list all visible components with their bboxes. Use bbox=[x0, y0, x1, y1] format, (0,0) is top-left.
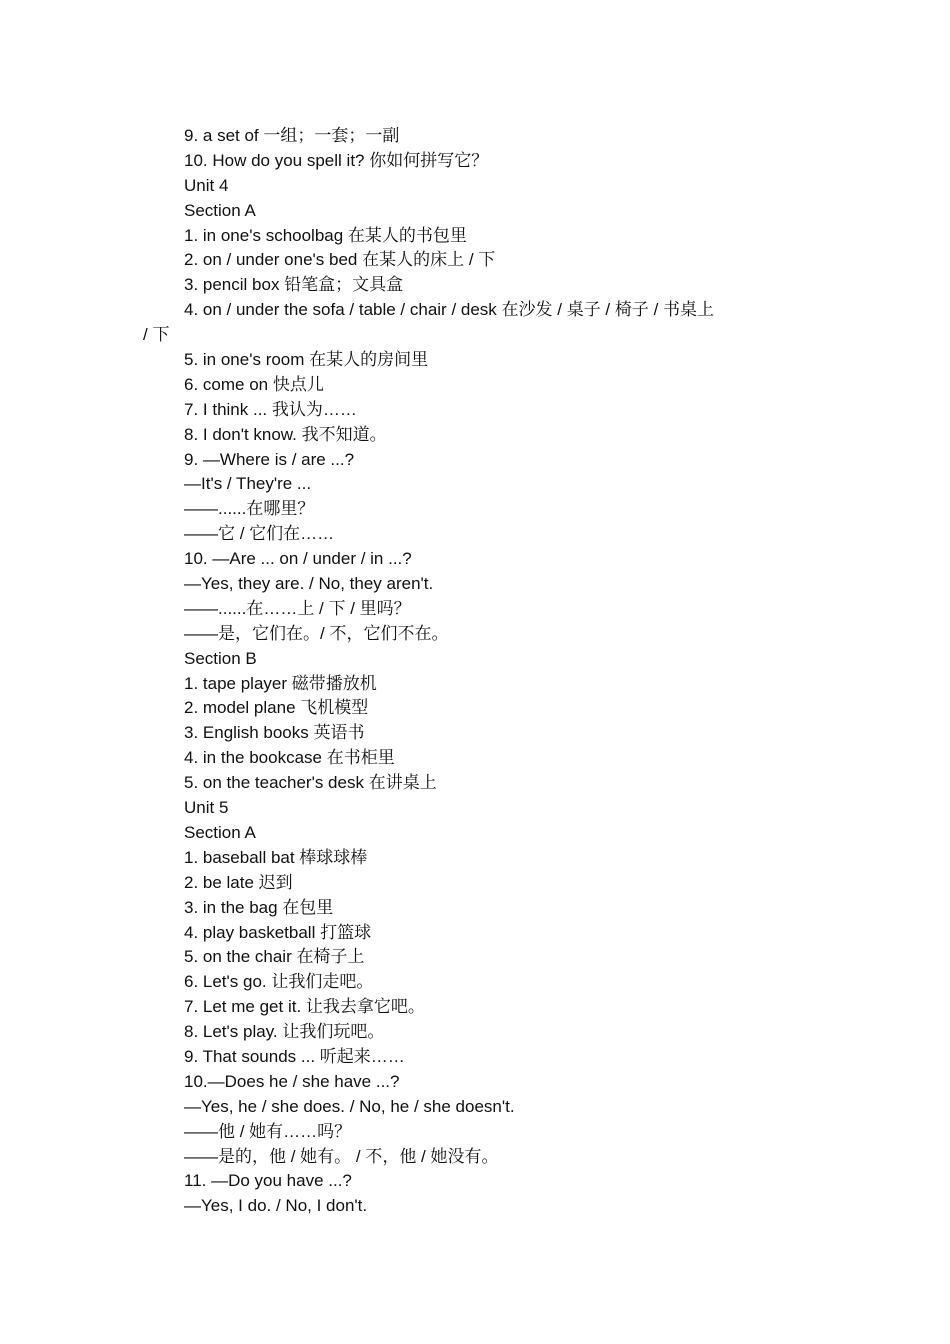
dialogue-line: —Yes, I do. / No, I don't. bbox=[184, 1196, 368, 1216]
list-item: 3. pencil box 铅笔盒；文具盒 bbox=[184, 275, 404, 295]
list-item: 1. tape player 磁带播放机 bbox=[184, 673, 377, 693]
unit-heading: Unit 4 bbox=[184, 175, 229, 195]
list-item: 9. That sounds ... 听起来…… bbox=[184, 1046, 405, 1066]
list-item: 8. I don't know. 我不知道。 bbox=[184, 424, 387, 444]
unit-heading: Unit 5 bbox=[184, 798, 229, 818]
dialogue-line: —Yes, he / she does. / No, he / she doesn't. bbox=[184, 1096, 515, 1116]
list-item: 3. in the bag 在包里 bbox=[184, 897, 334, 917]
list-item: 5. on the teacher's desk 在讲桌上 bbox=[184, 773, 437, 793]
section-heading: Section B bbox=[184, 648, 257, 668]
dialogue-line: ——是的，他 / 她有。 / 不，他 / 她没有。 bbox=[184, 1146, 499, 1166]
list-item: 5. on the chair 在椅子上 bbox=[184, 947, 365, 967]
list-item: 2. on / under one's bed 在某人的床上 / 下 bbox=[184, 250, 496, 270]
list-item: 2. be late 迟到 bbox=[184, 872, 293, 892]
list-item: 9. —Where is / are ...? bbox=[184, 449, 355, 469]
list-item: 7. Let me get it. 让我去拿它吧。 bbox=[184, 997, 425, 1017]
list-item: 4. play basketball 打篮球 bbox=[184, 922, 372, 942]
list-item: 4. in the bookcase 在书柜里 bbox=[184, 748, 395, 768]
list-item: 10.—Does he / she have ...? bbox=[184, 1071, 400, 1091]
section-heading: Section A bbox=[184, 822, 256, 842]
list-item: 4. on / under the sofa / table / chair / desk 在沙发 / 桌子 / 椅子 / 书桌上 bbox=[184, 300, 715, 320]
dialogue-line: —Yes, they are. / No, they aren't. bbox=[184, 574, 434, 594]
dialogue-line: ——是，它们在。/ 不，它们不在。 bbox=[184, 623, 449, 643]
dialogue-line: ——他 / 她有……吗？ bbox=[184, 1121, 352, 1141]
list-item-continuation: / 下 bbox=[143, 325, 170, 345]
list-item: 6. come on 快点儿 bbox=[184, 374, 324, 394]
dialogue-line: ——它 / 它们在…… bbox=[184, 524, 335, 544]
section-heading: Section A bbox=[184, 200, 256, 220]
list-item: 1. baseball bat 棒球球棒 bbox=[184, 847, 368, 867]
list-item: 1. in one's schoolbag 在某人的书包里 bbox=[184, 225, 467, 245]
list-item: 10. —Are ... on / under / in ...? bbox=[184, 549, 412, 569]
list-item: 5. in one's room 在某人的房间里 bbox=[184, 350, 429, 370]
dialogue-line: ——......在哪里？ bbox=[184, 499, 315, 519]
list-item: 10. How do you spell it? 你如何拼写它？ bbox=[184, 150, 489, 170]
list-item: 11. —Do you have ...? bbox=[184, 1171, 352, 1191]
list-item: 7. I think ... 我认为…… bbox=[184, 399, 357, 419]
list-item: 8. Let's play. 让我们玩吧。 bbox=[184, 1022, 385, 1042]
vocabulary-list bbox=[143, 124, 824, 1219]
list-item: 9. a set of 一组；一套；一副 bbox=[184, 126, 400, 145]
list-item: 2. model plane 飞机模型 bbox=[184, 698, 369, 718]
dialogue-line: ——......在……上 / 下 / 里吗？ bbox=[184, 598, 411, 618]
list-item: 3. English books 英语书 bbox=[184, 723, 365, 743]
dialogue-line: —It's / They're ... bbox=[184, 474, 312, 494]
list-item: 6. Let's go. 让我们走吧。 bbox=[184, 972, 374, 992]
